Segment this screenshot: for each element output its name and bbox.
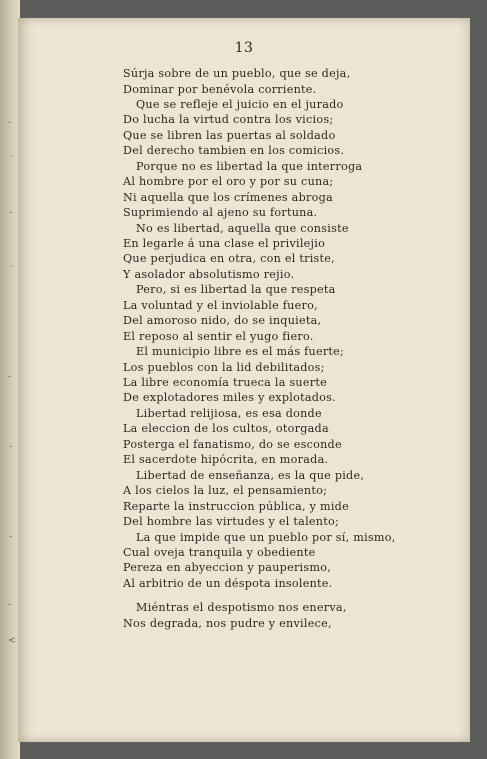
poem-line: Del derecho tambien en los comicios.: [123, 144, 345, 158]
margin-mark: -: [8, 372, 12, 382]
poem-line: A los cielos la luz, el pensamiento;: [123, 484, 328, 498]
poem-line: Los pueblos con la lid debilitados;: [123, 360, 325, 374]
poem-line: Nos degrada, nos pudre y envilece,: [123, 616, 332, 630]
book-page: [18, 18, 470, 742]
poem-line: No es libertad, aquella que consiste: [136, 221, 349, 235]
margin-mark: -: [9, 208, 13, 218]
page-number: 13: [234, 40, 254, 56]
poem-line: Dominar por benévola corriente.: [123, 82, 317, 96]
poem-line: Libertad relijiosa, es esa donde: [136, 406, 322, 420]
poem-line: Que se refleje el juicio en el jurado: [136, 97, 344, 111]
poem-line: La libre economía trueca la suerte: [123, 376, 327, 389]
poem-line: La voluntad y el inviolable fuero,: [123, 298, 318, 312]
poem-line: Que perjudica en otra, con el triste,: [123, 252, 335, 266]
poem-line: Del hombre las virtudes y el talento;: [123, 515, 339, 528]
margin-mark: -: [8, 118, 12, 128]
poem-line: Reparte la instruccion pública, y mide: [123, 499, 349, 513]
poem-line: El sacerdote hipócrita, en morada.: [123, 453, 329, 467]
poem-line: Libertad de enseñanza, es la que pide,: [136, 468, 365, 482]
poem-line: Del amoroso nido, do se inquieta,: [123, 314, 322, 328]
poem-line: Posterga el fanatismo, do se esconde: [123, 437, 342, 451]
poem-line: Súrja sobre de un pueblo, que se deja,: [123, 67, 351, 80]
poem-line: La eleccion de los cultos, otorgada: [123, 422, 329, 436]
poem-line: Y asolador absolutismo rejio.: [123, 267, 295, 281]
poem-line: Al arbitrio de un déspota insolente.: [123, 576, 333, 590]
poem-line: El municipio libre es el más fuerte;: [136, 345, 345, 359]
margin-mark: -: [9, 532, 13, 542]
margin-mark: ·: [10, 262, 13, 272]
poem-line: Cual oveja tranquila y obediente: [123, 546, 316, 559]
poem-line: La que impide que un pueblo por sí, mismo,: [136, 530, 396, 544]
poem-line: Porque no es libertad la que interroga: [136, 159, 363, 173]
poem-line: De explotadores miles y explotados.: [123, 391, 336, 405]
poem-line: Do lucha la virtud contra los vicios;: [123, 113, 334, 127]
margin-mark: -: [8, 600, 12, 610]
poem-line: Que se libren las puertas al soldado: [123, 128, 336, 142]
poem-line: El reposo al sentir el yugo fiero.: [123, 329, 314, 343]
margin-mark: <: [8, 636, 16, 646]
poem-line: Suprimiendo al ajeno su fortuna.: [123, 206, 318, 219]
poem-line: Ni aquella que los crímenes abroga: [123, 190, 333, 204]
margin-mark: -: [9, 442, 13, 452]
poem-line: Miéntras el despotismo nos enerva,: [136, 601, 347, 615]
margin-mark: ·: [10, 152, 13, 162]
poem-line: Pero, si es libertad la que respeta: [136, 283, 336, 297]
adjacent-page-edge: [0, 0, 20, 759]
poem-line: En legarle á una clase el privilejio: [123, 236, 326, 250]
poem-line: Pereza en abyeccion y pauperismo,: [123, 561, 332, 575]
poem-line: Al hombre por el oro y por su cuna;: [123, 175, 334, 189]
